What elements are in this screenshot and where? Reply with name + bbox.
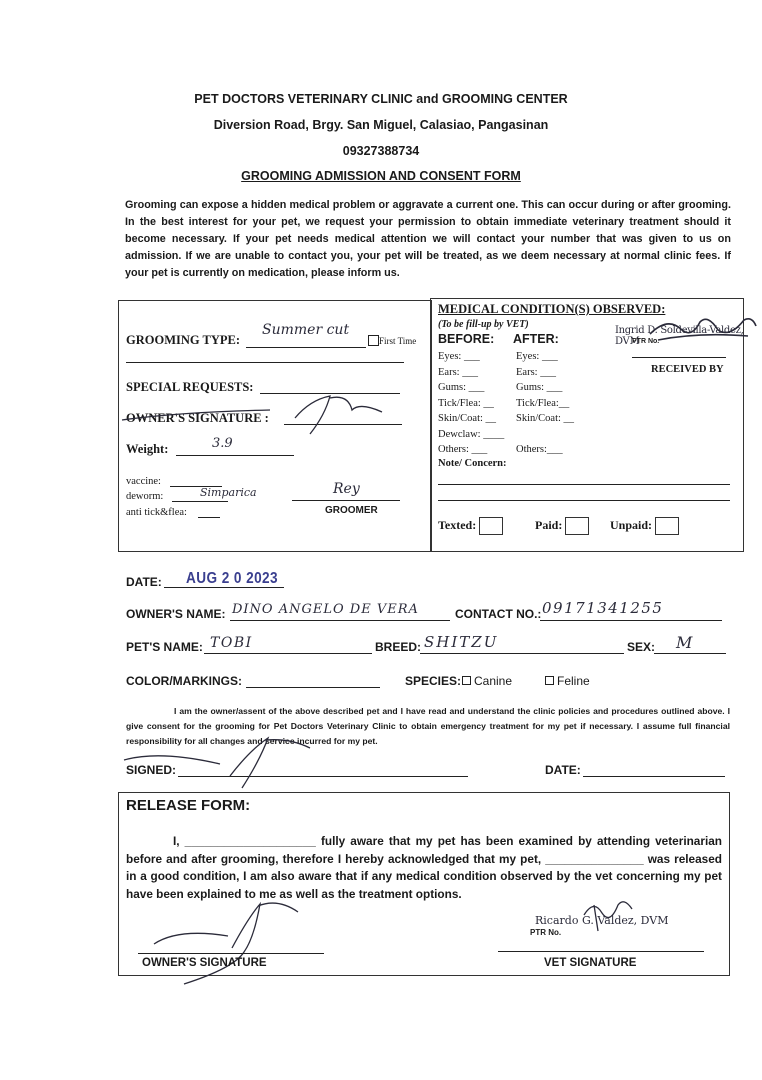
signed-scribble: [120, 730, 320, 790]
before-items: [438, 349, 504, 458]
color-label: COLOR/MARKINGS:: [126, 674, 242, 688]
clinic-address: Diversion Road, Brgy. San Miguel, Calasiao, Pangasinan: [213, 118, 549, 132]
contact-label: CONTACT NO.:: [455, 607, 542, 621]
release-owner-line: [138, 953, 324, 954]
vet-stamp-ptr: PTR No.: [632, 338, 660, 345]
release-vet-signature-label: VET SIGNATURE: [544, 957, 637, 969]
grooming-type-label: GROOMING TYPE:: [126, 333, 241, 347]
received-by-label: RECEIVED BY: [651, 364, 724, 375]
release-vet-stamp-ptr: PTR No.: [530, 928, 562, 937]
paid-label: Paid:: [535, 517, 563, 532]
vet-stamp-name: Ingrid D. Soldevilla-Valdez, DVM: [615, 325, 744, 347]
note-line-2: [438, 500, 730, 501]
intro-paragraph: Grooming can expose a hidden medical problem or aggravate a current one. This can occur during or after grooming. In the best interest for your pet, we request your permission to obtain immediate veterinary treatment should it become necessary. If your pet needs medical attention we will contact your number that was given to us on admission. If we are unable to contact you, your pet will be treated, as we deem necessary at normal clinic fees. If your pet is currently on medication, please inform us.: [125, 199, 731, 279]
release-owner-signature-label: OWNER'S SIGNATURE: [142, 957, 267, 969]
release-vet-stamp-name: Ricardo G. Valdez, DVM: [535, 914, 669, 927]
form-title: [0, 169, 762, 183]
paid-field[interactable]: [535, 517, 589, 535]
paid-checkbox[interactable]: [565, 517, 589, 535]
weight-value: 3.9: [212, 436, 233, 451]
medical-title: MEDICAL CONDITION(S) OBSERVED:: [438, 302, 666, 316]
grooming-type-value: Summer cut: [262, 322, 350, 338]
unpaid-checkbox[interactable]: [655, 517, 679, 535]
release-title: RELEASE FORM:: [126, 797, 251, 814]
special-requests-label: SPECIAL REQUESTS:: [126, 380, 254, 394]
weight-label: Weight:: [126, 442, 169, 456]
owner-name-line: [230, 620, 450, 621]
texted-field[interactable]: [438, 517, 503, 535]
groomer-name: Rey: [333, 481, 360, 497]
owner-name-label: OWNER'S NAME:: [126, 607, 226, 621]
after-item: Tick/Flea:__: [516, 397, 570, 409]
canine-option[interactable]: [462, 674, 512, 688]
vaccine-label: vaccine:: [126, 476, 161, 487]
signed-label: SIGNED:: [126, 763, 177, 777]
feline-checkbox[interactable]: [545, 676, 554, 685]
pet-name-label: PET'S NAME:: [126, 640, 203, 654]
before-item: Gums: ___: [438, 382, 485, 393]
after-item: Others:___: [516, 444, 563, 455]
release-body: I, ____________________ fully aware that my pet has been examined by attending veterinarian before and after grooming, therefore I hereby acknowledged that my pet, _______________ was released in a good condition, I am also aware that if any medical condition observed by the vet concerning my pet have been explained to me as well as the treatment options.: [126, 834, 722, 901]
weight-line: [176, 455, 294, 456]
release-vet-line: [498, 951, 704, 952]
anti-tick-label: anti tick&flea:: [126, 507, 187, 518]
date-stamp: AUG 2 0 2023: [186, 570, 279, 587]
form-title-text: GROOMING ADMISSION AND CONSENT FORM: [241, 169, 521, 183]
grooming-type-line: [246, 347, 366, 348]
pet-name-value: TOBI: [210, 635, 253, 651]
breed-line: [420, 653, 624, 654]
medical-subtitle: (To be fill-up by VET): [438, 319, 529, 330]
before-item: Eyes: ___: [438, 351, 480, 362]
breed-label: BREED:: [375, 640, 422, 654]
texted-label: Texted:: [438, 517, 477, 532]
pet-name-line: [204, 653, 372, 654]
first-time-label: First Time: [379, 336, 417, 346]
after-item: [516, 427, 574, 443]
canine-label: Canine: [474, 674, 513, 688]
texted-checkbox[interactable]: [479, 517, 503, 535]
deworm-label: deworm:: [126, 491, 164, 502]
date2-label: DATE:: [545, 763, 581, 777]
received-by-line: [632, 357, 726, 358]
after-item: Ears: ___: [516, 366, 556, 378]
first-time-checkbox[interactable]: [368, 335, 379, 346]
after-item: Skin/Coat: __: [516, 413, 575, 424]
before-item: Ears: ___: [438, 366, 478, 378]
after-label: AFTER:: [513, 332, 559, 346]
after-item: Gums: ___: [516, 382, 563, 393]
breed-value: SHITZU: [424, 633, 499, 651]
sex-value: M: [676, 633, 693, 652]
grooming-type-line-2: [126, 362, 404, 363]
clinic-phone: 09327388734: [342, 144, 420, 158]
unpaid-label: Unpaid:: [610, 517, 653, 532]
sex-label: SEX:: [627, 640, 656, 654]
before-item: Others: ___: [438, 444, 488, 455]
before-item: Skin/Coat: __: [438, 413, 497, 424]
clinic-name: PET DOCTORS VETERINARY CLINIC and GROOMING CENTER: [194, 92, 568, 106]
note-line-1: [438, 484, 730, 485]
color-line: [246, 687, 380, 688]
contact-line: [540, 620, 722, 621]
release-vet-scribble: [580, 895, 640, 935]
feline-label: Feline: [557, 674, 590, 688]
before-item: Tick/Flea: __: [438, 397, 494, 409]
before-label: BEFORE:: [438, 332, 495, 346]
unpaid-field[interactable]: [610, 517, 679, 535]
date-label: DATE:: [126, 575, 162, 589]
contact-value: 09171341255: [542, 599, 664, 617]
owner-signature-label: OWNER'S SIGNATURE :: [126, 411, 269, 425]
before-item: Dewclaw: ____: [438, 428, 505, 440]
note-label: Note/ Concern:: [438, 458, 507, 469]
owner-signature-scribble: [120, 390, 390, 438]
feline-option[interactable]: [545, 674, 590, 688]
groomer-label: GROOMER: [325, 505, 378, 516]
owner-name-value: DINO ANGELO DE VERA: [232, 602, 419, 617]
release-owner-scribble: [148, 888, 308, 986]
sex-line: [654, 653, 726, 654]
species-label: SPECIES:: [405, 674, 462, 688]
groomer-line: [292, 500, 400, 501]
vet-signature-scribble: [648, 312, 758, 346]
deworm-value: Simparica: [200, 486, 257, 499]
date2-line: [583, 776, 725, 777]
after-items: [516, 349, 574, 458]
consent-paragraph: I am the owner/assent of the above described pet and I have read and understand the clinic policies and procedures outlined above. I give consent for the grooming for Pet Doctors Veterinary Clinic to obtain emergency treatment for my pet if necessary. I assume full financial responsibility for all changes and service incurred for my pet.: [126, 706, 730, 746]
after-item: Eyes: ___: [516, 351, 558, 362]
anti-tick-line: [198, 517, 220, 518]
canine-checkbox[interactable]: [462, 676, 471, 685]
deworm-line: [172, 501, 228, 502]
